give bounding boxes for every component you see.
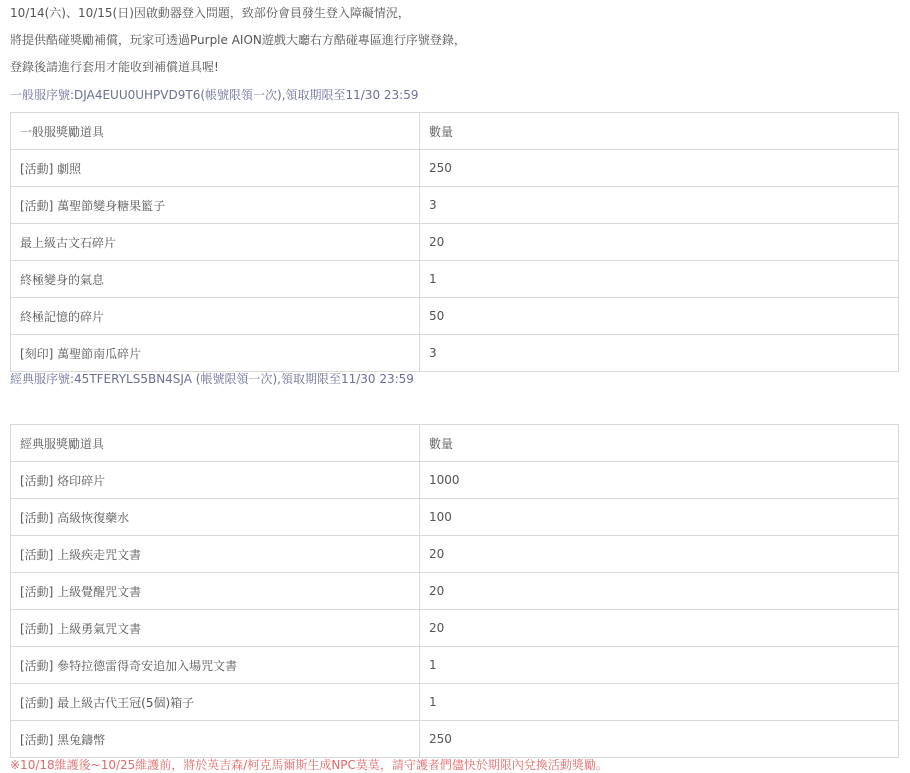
item-qty: 250 (420, 150, 899, 187)
item-name: [活動] 最上級古代王冠(5個)箱子 (11, 684, 420, 721)
table-row (11, 462, 899, 499)
header-qty: 數量 (420, 113, 899, 150)
general-reward-table (10, 112, 899, 372)
item-name: [活動] 烙印碎片 (11, 462, 420, 499)
item-name: [活動] 黑兔鑄幣 (11, 721, 420, 758)
item-name: 終極變身的氣息 (11, 261, 420, 298)
item-qty: 250 (420, 721, 899, 758)
intro-line-2: 將提供酷碰獎勵補償，玩家可透過Purple AION遊戲大廳右方酷碰專區進行序號登錄， (10, 33, 466, 47)
footnote: ※10/18維護後~10/25維護前，將於英吉森/柯克馬爾斯生成NPC莫莫，請守護者們儘快於期限內兌換活動獎勵。 (10, 758, 608, 772)
intro-line-1: 10/14(六)、10/15(日)因啟動器登入問題，致部份會員發生登入障礙情況， (10, 6, 410, 20)
item-name: [活動] 萬聖節變身糖果籃子 (11, 187, 420, 224)
item-qty: 3 (420, 187, 899, 224)
item-qty: 50 (420, 298, 899, 335)
table-row (11, 335, 899, 372)
classic-serial-text: 經典服序號:45TFERYLS5BN4SJA (帳號限領一次),領取期限至11/30 23:59 (10, 372, 414, 386)
table-row (11, 150, 899, 187)
table-row (11, 610, 899, 647)
item-qty: 20 (420, 573, 899, 610)
item-qty: 20 (420, 610, 899, 647)
item-name: [活動] 上級覺醒咒文書 (11, 573, 420, 610)
table-row (11, 224, 899, 261)
item-name: [活動] 上級疾走咒文書 (11, 536, 420, 573)
item-qty: 20 (420, 224, 899, 261)
table-header-row (11, 113, 899, 150)
header-item: 經典服獎勵道具 (11, 425, 420, 462)
table-row (11, 573, 899, 610)
table-row (11, 187, 899, 224)
table-row (11, 684, 899, 721)
table-row (11, 499, 899, 536)
table-row (11, 721, 899, 758)
item-name: 終極記憶的碎片 (11, 298, 420, 335)
table-row (11, 298, 899, 335)
item-name: [活動] 高級恢復藥水 (11, 499, 420, 536)
item-name: [活動] 上級勇氣咒文書 (11, 610, 420, 647)
item-name: [活動] 劇照 (11, 150, 420, 187)
item-name: 最上級古文石碎片 (11, 224, 420, 261)
table-row (11, 261, 899, 298)
item-qty: 1000 (420, 462, 899, 499)
intro-line-3: 登錄後請進行套用才能收到補償道具喔! (10, 60, 219, 74)
table-header-row (11, 425, 899, 462)
item-qty: 20 (420, 536, 899, 573)
table-row (11, 647, 899, 684)
item-qty: 100 (420, 499, 899, 536)
item-qty: 1 (420, 261, 899, 298)
item-name: [刻印] 萬聖節南瓜碎片 (11, 335, 420, 372)
classic-reward-table (10, 424, 899, 758)
table-row (11, 536, 899, 573)
item-qty: 1 (420, 647, 899, 684)
header-item: 一般服獎勵道具 (11, 113, 420, 150)
item-name: [活動] 參特拉德雷得奇安追加入場咒文書 (11, 647, 420, 684)
item-qty: 1 (420, 684, 899, 721)
general-serial-text: 一般服序號:DJA4EUU0UHPVD9T6(帳號限領一次),領取期限至11/30 23:59 (10, 88, 419, 102)
item-qty: 3 (420, 335, 899, 372)
header-qty: 數量 (420, 425, 899, 462)
